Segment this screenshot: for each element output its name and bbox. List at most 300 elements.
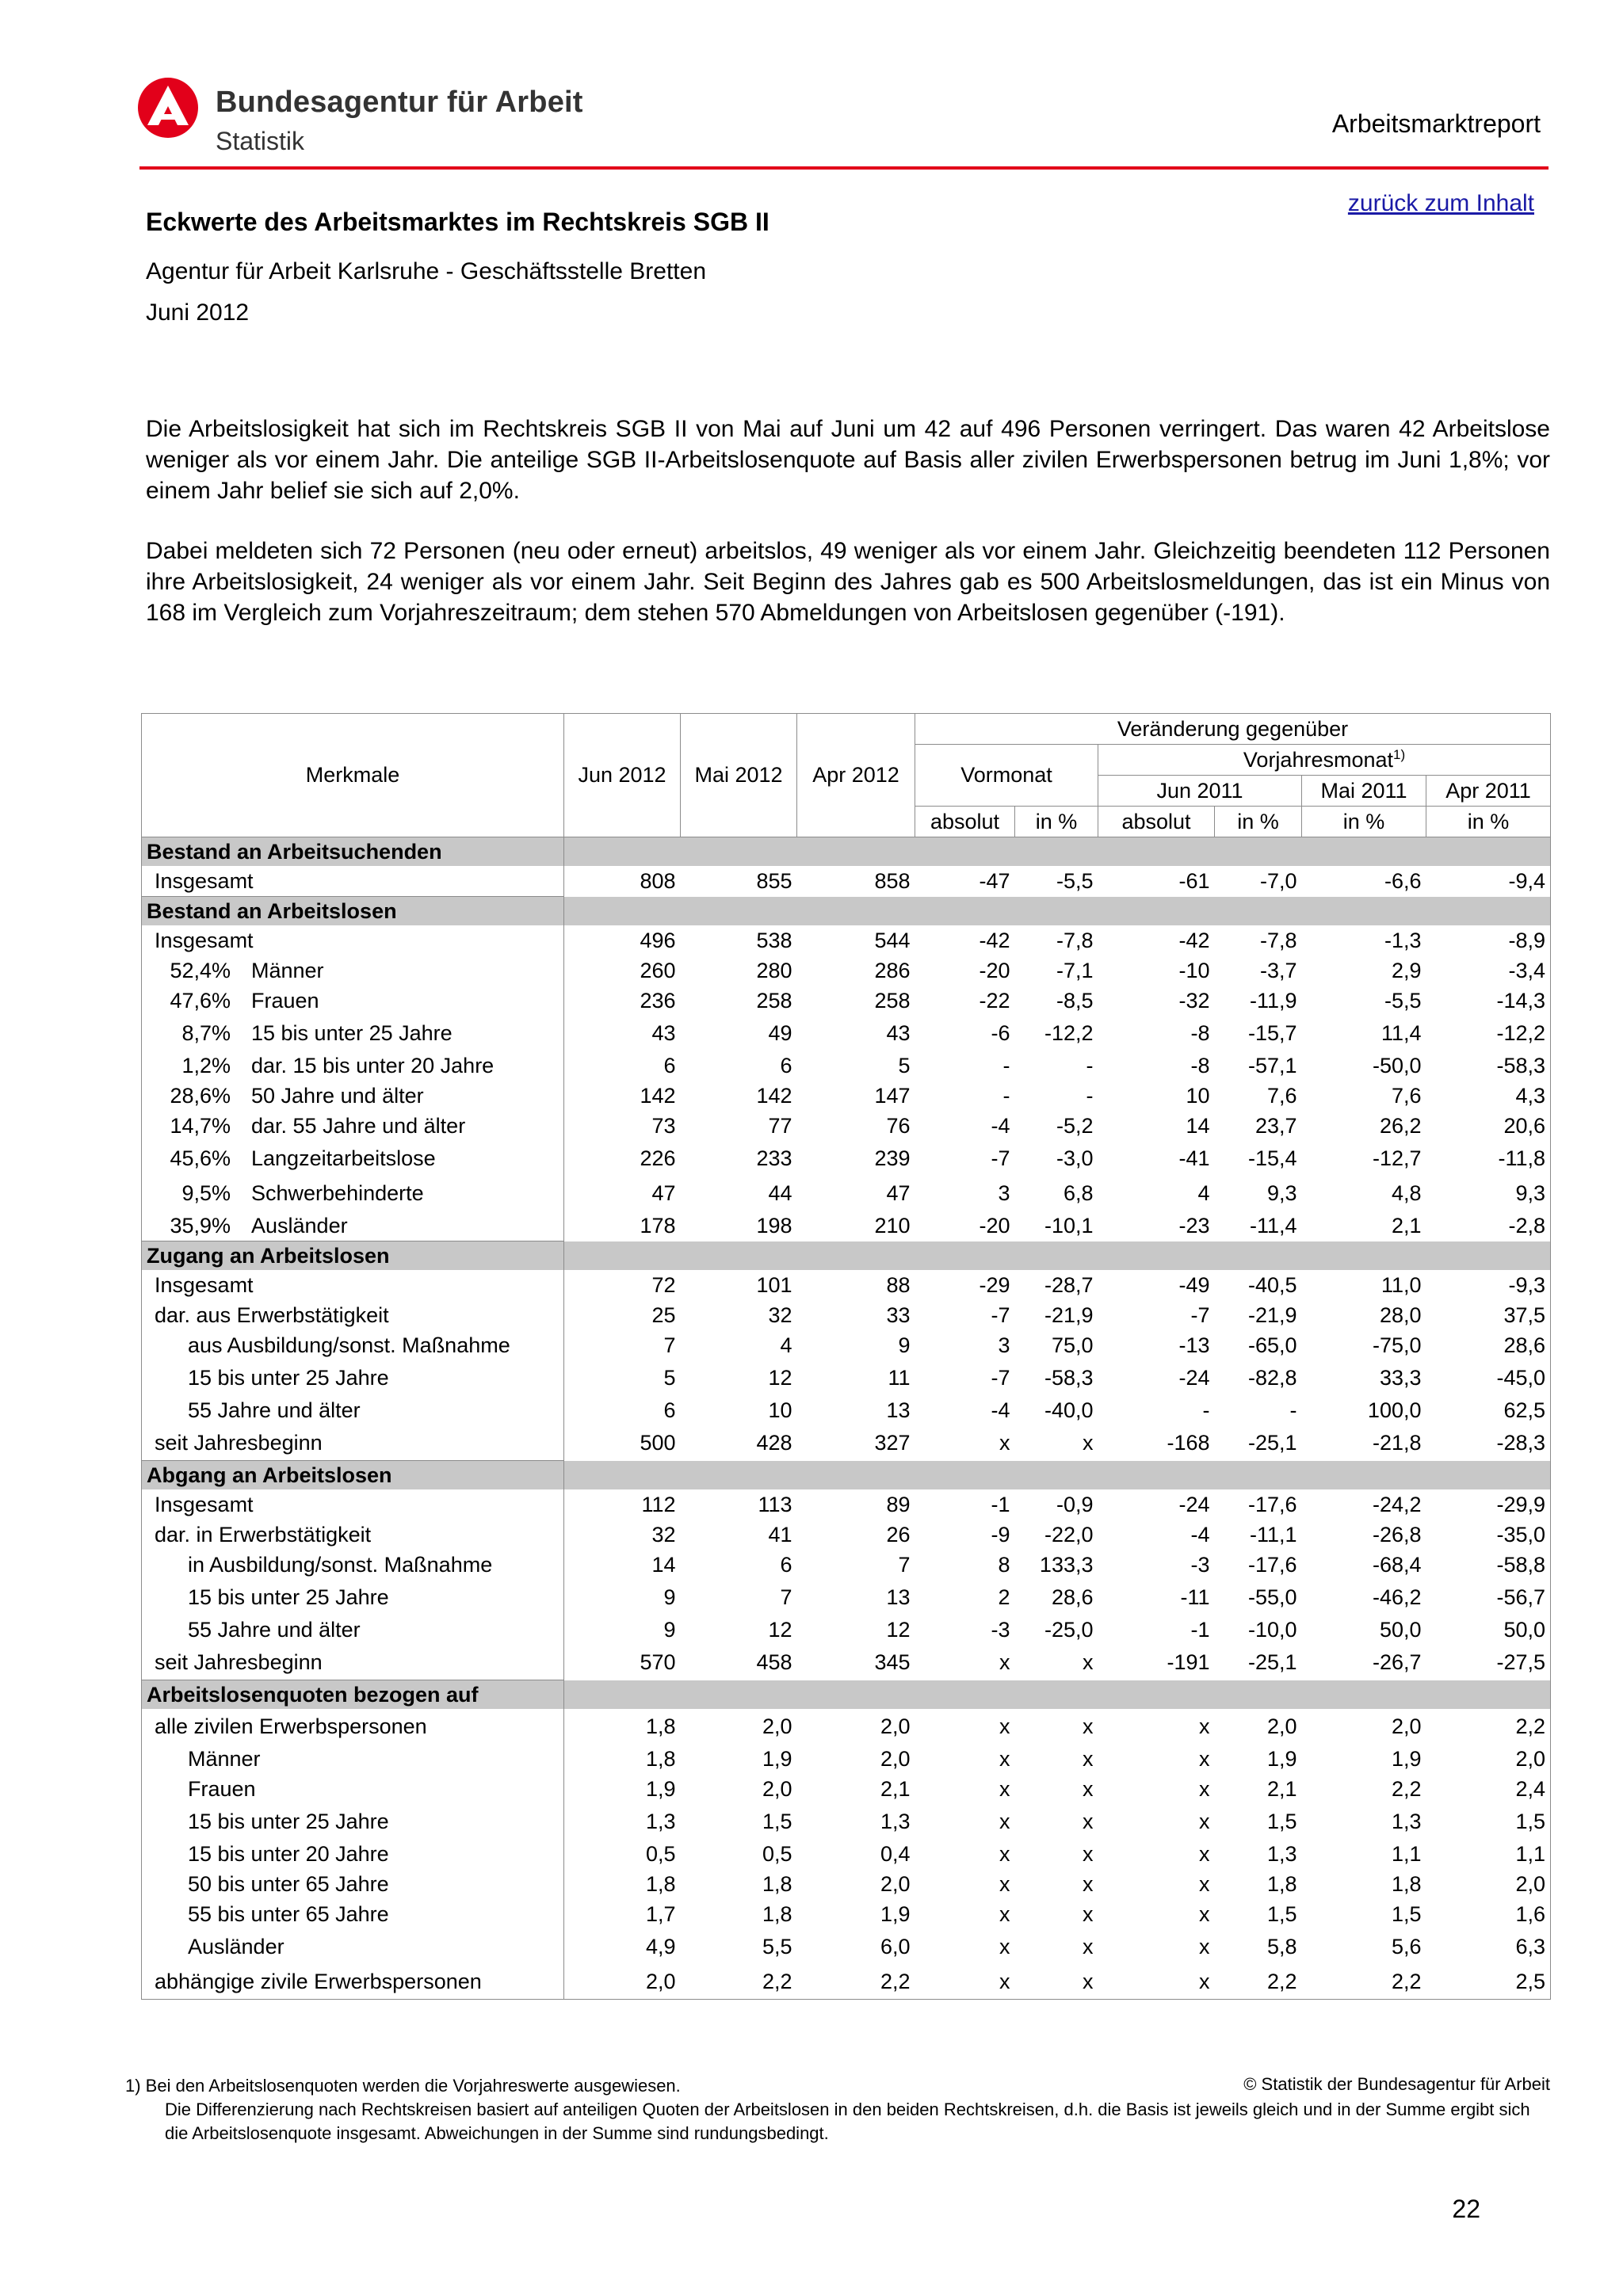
cell-value: 14 bbox=[1186, 1113, 1210, 1138]
section-title: Zugang an Arbeitslosen bbox=[142, 1241, 564, 1271]
cell-value: -45,0 bbox=[1426, 1360, 1551, 1395]
cell-value: -65,0 bbox=[1247, 1333, 1297, 1357]
cell-value: 75,0 bbox=[1051, 1333, 1094, 1357]
cell-value: -7 bbox=[991, 1146, 1010, 1170]
row-share: 35,9% bbox=[170, 1213, 231, 1238]
cell-value: 5,5 bbox=[762, 1934, 792, 1958]
cell-value: 50,0 bbox=[1379, 1617, 1422, 1642]
cell-value: -5,2 bbox=[1056, 1113, 1094, 1138]
cell-value: 6 bbox=[663, 1398, 676, 1422]
cell-value: -7 bbox=[1190, 1302, 1210, 1327]
cell-value: 1,8 bbox=[762, 1901, 792, 1926]
cell-value: 260 bbox=[640, 958, 676, 982]
cell-value: 1,3 bbox=[645, 1809, 676, 1833]
cell-value: 2,1 bbox=[1391, 1213, 1422, 1238]
footnote-marker: 1) bbox=[1393, 747, 1406, 762]
cell-value: x bbox=[1083, 1901, 1094, 1926]
row-share: 52,4% bbox=[170, 958, 231, 982]
cell-value: -1 bbox=[991, 1492, 1010, 1516]
cell-value: 1,9 bbox=[1266, 1746, 1297, 1771]
cell-value: 1,3 bbox=[1391, 1809, 1422, 1833]
table-row bbox=[142, 1645, 1551, 1680]
row-label-text: alle zivilen Erwerbspersonen bbox=[155, 1714, 427, 1738]
page-title: Eckwerte des Arbeitsmarktes im Rechtskreis SGB II bbox=[146, 208, 769, 236]
cell-value: -13 bbox=[1178, 1333, 1210, 1357]
row-label bbox=[142, 1211, 564, 1241]
cell-value: x bbox=[999, 1841, 1010, 1866]
cell-value: 5 bbox=[898, 1053, 911, 1077]
cell-value: 428 bbox=[756, 1430, 792, 1455]
cell-value: 1,8 bbox=[1266, 1871, 1297, 1896]
cell-value: 808 bbox=[640, 868, 676, 893]
row-label bbox=[142, 1615, 564, 1645]
row-label bbox=[142, 955, 564, 986]
cell-value: 1,9 bbox=[762, 1746, 792, 1771]
row-label bbox=[142, 866, 564, 897]
cell-value: -0,9 bbox=[1056, 1492, 1094, 1516]
section-fill bbox=[564, 1680, 1551, 1710]
cell-value: 0,4 bbox=[880, 1841, 911, 1866]
table-row bbox=[142, 1270, 1551, 1300]
cell-value: 12 bbox=[768, 1365, 792, 1390]
cell-value: x bbox=[999, 1934, 1010, 1958]
row-label bbox=[142, 1360, 564, 1395]
cell-value: -75,0 bbox=[1372, 1333, 1422, 1357]
row-label-text: 15 bis unter 20 Jahre bbox=[188, 1841, 389, 1866]
row-label-text: seit Jahresbeginn bbox=[155, 1430, 323, 1455]
cell-value: 6 bbox=[780, 1053, 792, 1077]
cell-value: -15,4 bbox=[1247, 1146, 1297, 1170]
cell-value: 6,0 bbox=[880, 1934, 911, 1958]
cell-value: x bbox=[1199, 1809, 1210, 1833]
cell-value: 2,0 bbox=[880, 1746, 911, 1771]
cell-value: x bbox=[1199, 1901, 1210, 1926]
cell-value: -40,0 bbox=[1044, 1398, 1094, 1422]
table-row bbox=[142, 1744, 1551, 1774]
row-label bbox=[142, 1016, 564, 1051]
cell-value: -10 bbox=[1178, 958, 1210, 982]
cell-value: 6 bbox=[780, 1552, 792, 1577]
table-row bbox=[142, 925, 1551, 955]
table-row bbox=[142, 1580, 1551, 1615]
row-label-text: 50 Jahre und älter bbox=[251, 1083, 424, 1108]
row-label-text: aus Ausbildung/sonst. Maßnahme bbox=[188, 1333, 510, 1357]
cell-value: -11,4 bbox=[1249, 1213, 1297, 1238]
cell-value: x bbox=[1199, 1776, 1210, 1801]
row-label bbox=[142, 1744, 564, 1774]
cell-value: -5,5 bbox=[1384, 988, 1422, 1013]
cell-value: x bbox=[1083, 1871, 1094, 1896]
cell-value: 6 bbox=[663, 1053, 676, 1077]
cell-value: 5,6 bbox=[1391, 1934, 1422, 1958]
table-row bbox=[142, 866, 1551, 897]
copyright: © Statistik der Bundesagentur für Arbeit bbox=[1243, 2074, 1550, 2094]
row-label bbox=[142, 1395, 564, 1425]
cell-value: 26 bbox=[886, 1522, 911, 1547]
table-row bbox=[142, 1081, 1551, 1111]
cell-value: 2,9 bbox=[1391, 958, 1422, 982]
cell-value: x bbox=[1083, 1430, 1094, 1455]
cell-value: 26,2 bbox=[1379, 1113, 1422, 1138]
cell-value: 1,5 bbox=[1426, 1804, 1551, 1839]
cell-value: -28,7 bbox=[1044, 1272, 1094, 1297]
row-label bbox=[142, 1804, 564, 1839]
cell-value: x bbox=[999, 1650, 1010, 1674]
cell-value: 2,0 bbox=[564, 1964, 681, 2000]
table-row bbox=[142, 1964, 1551, 2000]
row-share: 45,6% bbox=[170, 1146, 231, 1170]
table-row bbox=[142, 986, 1551, 1016]
cell-value: 9 bbox=[898, 1333, 911, 1357]
cell-value: 47 bbox=[886, 1180, 911, 1205]
row-label-text: Ausländer bbox=[251, 1213, 348, 1238]
row-share: 47,6% bbox=[170, 988, 231, 1013]
cell-value: 11 bbox=[888, 1365, 911, 1390]
cell-value: -22 bbox=[979, 988, 1010, 1013]
row-label-text: dar. 55 Jahre und älter bbox=[251, 1113, 466, 1138]
cell-value: x bbox=[1083, 1650, 1094, 1674]
section-header-row bbox=[142, 1241, 1551, 1271]
cell-value: -6 bbox=[991, 1020, 1010, 1045]
header-mai2011: Mai 2011 bbox=[1302, 776, 1426, 807]
cell-value: -49 bbox=[1178, 1272, 1210, 1297]
row-share: 8,7% bbox=[181, 1020, 231, 1045]
table-row bbox=[142, 1300, 1551, 1330]
cell-value: 12 bbox=[768, 1617, 792, 1642]
cell-value: -1,3 bbox=[1384, 928, 1422, 952]
org-subtitle: Statistik bbox=[216, 127, 305, 155]
cell-value: 47 bbox=[651, 1180, 676, 1205]
cell-value: x bbox=[999, 1871, 1010, 1896]
cell-value: 9,3 bbox=[1266, 1180, 1297, 1205]
cell-value: -9,4 bbox=[1426, 866, 1551, 897]
table-row bbox=[142, 1211, 1551, 1241]
cell-value: -23 bbox=[1178, 1213, 1210, 1238]
table-row bbox=[142, 1804, 1551, 1839]
cell-value: -1 bbox=[1190, 1617, 1210, 1642]
row-label-text: in Ausbildung/sonst. Maßnahme bbox=[188, 1552, 493, 1577]
cell-value: 113 bbox=[758, 1492, 792, 1516]
cell-value: 23,7 bbox=[1254, 1113, 1297, 1138]
cell-value: 43 bbox=[651, 1020, 676, 1045]
header-jun2011: Jun 2011 bbox=[1098, 776, 1302, 807]
cell-value: -11,1 bbox=[1249, 1522, 1297, 1547]
cell-value: x bbox=[1098, 1964, 1215, 2000]
cell-value: x bbox=[1083, 1934, 1094, 1958]
cell-value: -10,0 bbox=[1247, 1617, 1297, 1642]
cell-value: 147 bbox=[874, 1083, 911, 1108]
cell-value: -17,6 bbox=[1247, 1492, 1297, 1516]
cell-value: 62,5 bbox=[1426, 1395, 1551, 1425]
cell-value: -17,6 bbox=[1247, 1552, 1297, 1577]
row-label bbox=[142, 1176, 564, 1211]
row-label-text: Frauen bbox=[251, 988, 319, 1013]
cell-value: -3 bbox=[1190, 1552, 1210, 1577]
table-row bbox=[142, 1360, 1551, 1395]
row-label-text: 15 bis unter 25 Jahre bbox=[251, 1020, 453, 1045]
cell-value: x bbox=[1199, 1871, 1210, 1896]
cell-value: x bbox=[999, 1901, 1010, 1926]
cell-value: 1,8 bbox=[645, 1746, 676, 1771]
cell-value: -61 bbox=[1178, 868, 1210, 893]
cell-value: -3,0 bbox=[1056, 1146, 1094, 1170]
cell-value: -50,0 bbox=[1372, 1053, 1422, 1077]
cell-value: 142 bbox=[756, 1083, 792, 1108]
cell-value: -47 bbox=[979, 868, 1010, 893]
row-label-text: Männer bbox=[251, 958, 324, 982]
cell-value: 100,0 bbox=[1367, 1398, 1422, 1422]
header-pct-mai2011: in % bbox=[1302, 807, 1426, 837]
cell-value: x bbox=[1083, 1841, 1094, 1866]
cell-value: -24,2 bbox=[1372, 1492, 1422, 1516]
cell-value: x bbox=[1199, 1746, 1210, 1771]
footnote-1: 1) Bei den Arbeitslosenquoten werden die Vorjahreswerte ausgewiesen. bbox=[125, 2076, 681, 2096]
cell-value: 1,5 bbox=[1391, 1901, 1422, 1926]
org-name: Bundesagentur für Arbeit bbox=[216, 86, 583, 119]
cell-value: 10 bbox=[1186, 1083, 1210, 1108]
cell-value: 1,9 bbox=[1391, 1746, 1422, 1771]
cell-value: 2,2 bbox=[1426, 1709, 1551, 1744]
row-label bbox=[142, 925, 564, 955]
cell-value: 1,6 bbox=[1426, 1899, 1551, 1929]
cell-value: -32 bbox=[1178, 988, 1210, 1013]
cell-value: -40,5 bbox=[1247, 1272, 1297, 1297]
row-label bbox=[142, 1425, 564, 1461]
row-label-text: 50 bis unter 65 Jahre bbox=[188, 1871, 389, 1896]
cell-value: -82,8 bbox=[1247, 1365, 1297, 1390]
report-label: Arbeitsmarktreport bbox=[1331, 109, 1541, 138]
cell-value: 2,2 bbox=[1391, 1776, 1422, 1801]
cell-value: 10 bbox=[768, 1398, 792, 1422]
cell-value: - bbox=[1002, 1083, 1010, 1108]
cell-value: -168 bbox=[1167, 1430, 1210, 1455]
cell-value: 7 bbox=[663, 1333, 676, 1357]
row-label bbox=[142, 1929, 564, 1964]
cell-value: 1,8 bbox=[645, 1714, 676, 1738]
table-row bbox=[142, 1839, 1551, 1869]
cell-value: 0,5 bbox=[762, 1841, 792, 1866]
cell-value: 2,1 bbox=[1266, 1776, 1297, 1801]
cell-value: -11,9 bbox=[1249, 988, 1297, 1013]
cell-value: - bbox=[1086, 1053, 1094, 1077]
row-label bbox=[142, 1709, 564, 1744]
cell-value: -27,5 bbox=[1426, 1645, 1551, 1680]
row-label-text: Schwerbehinderte bbox=[251, 1180, 424, 1205]
cell-value: -25,1 bbox=[1247, 1650, 1297, 1674]
cell-value: -191 bbox=[1167, 1650, 1210, 1674]
cell-value: x bbox=[1083, 1714, 1094, 1738]
row-label bbox=[142, 1520, 564, 1550]
table-row bbox=[142, 1489, 1551, 1520]
cell-value: 1,5 bbox=[1266, 1901, 1297, 1926]
row-label-text: dar. 15 bis unter 20 Jahre bbox=[251, 1053, 495, 1077]
cell-value: -7,0 bbox=[1259, 868, 1297, 893]
cell-value: -15,7 bbox=[1247, 1020, 1297, 1045]
cell-value: 280 bbox=[756, 958, 792, 982]
table-row bbox=[142, 1899, 1551, 1929]
section-fill bbox=[564, 897, 1551, 926]
cell-value: 44 bbox=[768, 1180, 792, 1205]
cell-value: 43 bbox=[886, 1020, 911, 1045]
cell-value: -4 bbox=[991, 1113, 1010, 1138]
back-to-contents-link[interactable]: zurück zum Inhalt bbox=[1347, 190, 1534, 216]
row-share: 28,6% bbox=[170, 1083, 231, 1108]
cell-value: 7 bbox=[780, 1585, 792, 1609]
page-subtitle: Agentur für Arbeit Karlsruhe - Geschäftsstelle Bretten bbox=[146, 258, 707, 284]
cell-value: 178 bbox=[640, 1213, 676, 1238]
cell-value: 2,4 bbox=[1426, 1774, 1551, 1804]
cell-value: 37,5 bbox=[1426, 1300, 1551, 1330]
cell-value: -14,3 bbox=[1426, 986, 1551, 1016]
table-row bbox=[142, 1869, 1551, 1899]
cell-value: -7 bbox=[991, 1365, 1010, 1390]
cell-value: -21,9 bbox=[1247, 1302, 1297, 1327]
cell-value: 11,4 bbox=[1381, 1020, 1422, 1045]
cell-value: 9 bbox=[663, 1617, 676, 1642]
cell-value: -41 bbox=[1178, 1146, 1210, 1170]
row-label-text: Insgesamt bbox=[155, 868, 254, 893]
row-label bbox=[142, 1580, 564, 1615]
cell-value: 12 bbox=[886, 1617, 911, 1642]
table-row bbox=[142, 1929, 1551, 1964]
cell-value: 2,0 bbox=[880, 1871, 911, 1896]
cell-value: 2,0 bbox=[1391, 1714, 1422, 1738]
cell-value: -8 bbox=[1190, 1020, 1210, 1045]
cell-value: 32 bbox=[768, 1302, 792, 1327]
row-share: 14,7% bbox=[170, 1113, 231, 1138]
cell-value: 7,6 bbox=[1266, 1083, 1297, 1108]
row-label-text: 15 bis unter 25 Jahre bbox=[188, 1585, 389, 1609]
cell-value: 1,8 bbox=[1391, 1871, 1422, 1896]
cell-value: -8,5 bbox=[1056, 988, 1094, 1013]
table-row bbox=[142, 955, 1551, 986]
row-label-text: seit Jahresbeginn bbox=[155, 1650, 323, 1674]
cell-value: -58,3 bbox=[1426, 1051, 1551, 1081]
table-row bbox=[142, 1111, 1551, 1141]
cell-value: 2,0 bbox=[1426, 1744, 1551, 1774]
cell-value: -2,8 bbox=[1426, 1211, 1551, 1241]
cell-value: -3,7 bbox=[1259, 958, 1297, 982]
row-label bbox=[142, 1489, 564, 1520]
cell-value: 3 bbox=[998, 1180, 1010, 1205]
cell-value: 233 bbox=[756, 1146, 792, 1170]
cell-value: 2,0 bbox=[762, 1714, 792, 1738]
cell-value: 2,2 bbox=[797, 1964, 915, 2000]
cell-value: x bbox=[1015, 1964, 1098, 2000]
cell-value: 855 bbox=[756, 868, 792, 893]
cell-value: -58,3 bbox=[1044, 1365, 1094, 1390]
cell-value: 101 bbox=[756, 1272, 792, 1297]
summary-paragraph-1: Die Arbeitslosigkeit hat sich im Rechtskreis SGB II von Mai auf Juni um 42 auf 496 Personen verringert. Das waren 42 Arbeitslose weniger als vor einem Jahr. Die anteilige SGB II-Arbeitslosenquote auf Basis aller zivilen Erwerbspersonen betrug im Juni 1,8%; vor einem Jahr belief sie sich auf 2,0%. bbox=[146, 416, 1550, 504]
cell-value: 2,5 bbox=[1426, 1964, 1551, 2000]
row-label-text: 55 Jahre und älter bbox=[188, 1617, 361, 1642]
cell-value: 4 bbox=[1197, 1180, 1210, 1205]
cell-value: x bbox=[1199, 1841, 1210, 1866]
cell-value: 41 bbox=[768, 1522, 792, 1547]
cell-value: -25,0 bbox=[1044, 1617, 1094, 1642]
cell-value: -4 bbox=[1190, 1522, 1210, 1547]
header-pct-vormonat: in % bbox=[1015, 807, 1098, 837]
header-divider bbox=[139, 166, 1549, 170]
row-label bbox=[142, 1081, 564, 1111]
cell-value: 2,0 bbox=[762, 1776, 792, 1801]
cell-value: 1,5 bbox=[762, 1809, 792, 1833]
section-title: Abgang an Arbeitslosen bbox=[142, 1461, 564, 1490]
row-label-text: dar. in Erwerbstätigkeit bbox=[155, 1522, 372, 1547]
cell-value: 458 bbox=[756, 1650, 792, 1674]
row-label-text: dar. aus Erwerbstätigkeit bbox=[155, 1302, 389, 1327]
cell-value: -24 bbox=[1178, 1365, 1210, 1390]
cell-value: 73 bbox=[651, 1113, 676, 1138]
row-share: 1,2% bbox=[181, 1053, 231, 1077]
row-label bbox=[142, 1111, 564, 1141]
cell-value: 4,9 bbox=[645, 1934, 676, 1958]
row-label bbox=[142, 1964, 564, 2000]
table-row bbox=[142, 1176, 1551, 1211]
section-fill bbox=[564, 837, 1551, 867]
footnote-2: Die Differenzierung nach Rechtskreisen basiert auf anteiligen Quoten der Arbeitslosen in den beiden Rechtskreisen, d.h. die Basis ist jeweils gleich und in der Summe ergibt sich die Arbeitslosenquote insgesamt. Abweichungen in der Summe sind rundungsbedingt. bbox=[165, 2100, 1530, 2143]
cell-value: 4 bbox=[780, 1333, 792, 1357]
cell-value: 4,3 bbox=[1426, 1081, 1551, 1111]
cell-value: -7,8 bbox=[1259, 928, 1297, 952]
cell-value: 1,1 bbox=[1426, 1839, 1551, 1869]
table-row bbox=[142, 1550, 1551, 1580]
cell-value: 4,8 bbox=[1391, 1180, 1422, 1205]
header-apr2011: Apr 2011 bbox=[1426, 776, 1551, 807]
cell-value: -6,6 bbox=[1384, 868, 1422, 893]
header-apr2012: Apr 2012 bbox=[797, 714, 915, 837]
cell-value: 33,3 bbox=[1379, 1365, 1422, 1390]
cell-value: -58,8 bbox=[1426, 1550, 1551, 1580]
cell-value: 1,9 bbox=[645, 1776, 676, 1801]
cell-value: 50,0 bbox=[1426, 1615, 1551, 1645]
cell-value: 72 bbox=[651, 1272, 676, 1297]
cell-value: 133,3 bbox=[1039, 1552, 1094, 1577]
header-vorjahresmonat bbox=[1098, 745, 1551, 776]
cell-value: 2,0 bbox=[1266, 1714, 1297, 1738]
cell-value: 2,2 bbox=[681, 1964, 797, 2000]
cell-value: 327 bbox=[874, 1430, 911, 1455]
cell-value: -12,7 bbox=[1372, 1146, 1422, 1170]
cell-value: -8 bbox=[1190, 1053, 1210, 1077]
cell-value: x bbox=[999, 1776, 1010, 1801]
section-header-row bbox=[142, 837, 1551, 867]
table-row bbox=[142, 1774, 1551, 1804]
cell-value: x bbox=[1083, 1746, 1094, 1771]
cell-value: -8,9 bbox=[1426, 925, 1551, 955]
cell-value: -35,0 bbox=[1426, 1520, 1551, 1550]
cell-value: 20,6 bbox=[1426, 1111, 1551, 1141]
cell-value: -56,7 bbox=[1426, 1580, 1551, 1615]
cell-value: -4 bbox=[991, 1398, 1010, 1422]
cell-value: -46,2 bbox=[1372, 1585, 1422, 1609]
header-absolut-jun2011: absolut bbox=[1098, 807, 1215, 837]
cell-value: 49 bbox=[768, 1020, 792, 1045]
section-header-row bbox=[142, 897, 1551, 926]
page-number: 22 bbox=[1452, 2195, 1480, 2223]
cell-value: -7,8 bbox=[1056, 928, 1094, 952]
row-label-text: Insgesamt bbox=[155, 1272, 254, 1297]
cell-value: 544 bbox=[874, 928, 911, 952]
cell-value: x bbox=[999, 1714, 1010, 1738]
row-label-text: 15 bis unter 25 Jahre bbox=[188, 1809, 389, 1833]
table-row bbox=[142, 1051, 1551, 1081]
row-label-text: 55 Jahre und älter bbox=[188, 1398, 361, 1422]
cell-value: -28,3 bbox=[1426, 1425, 1551, 1461]
cell-value: 858 bbox=[874, 868, 911, 893]
cell-value: -11,8 bbox=[1426, 1141, 1551, 1176]
cell-value: 210 bbox=[874, 1213, 911, 1238]
